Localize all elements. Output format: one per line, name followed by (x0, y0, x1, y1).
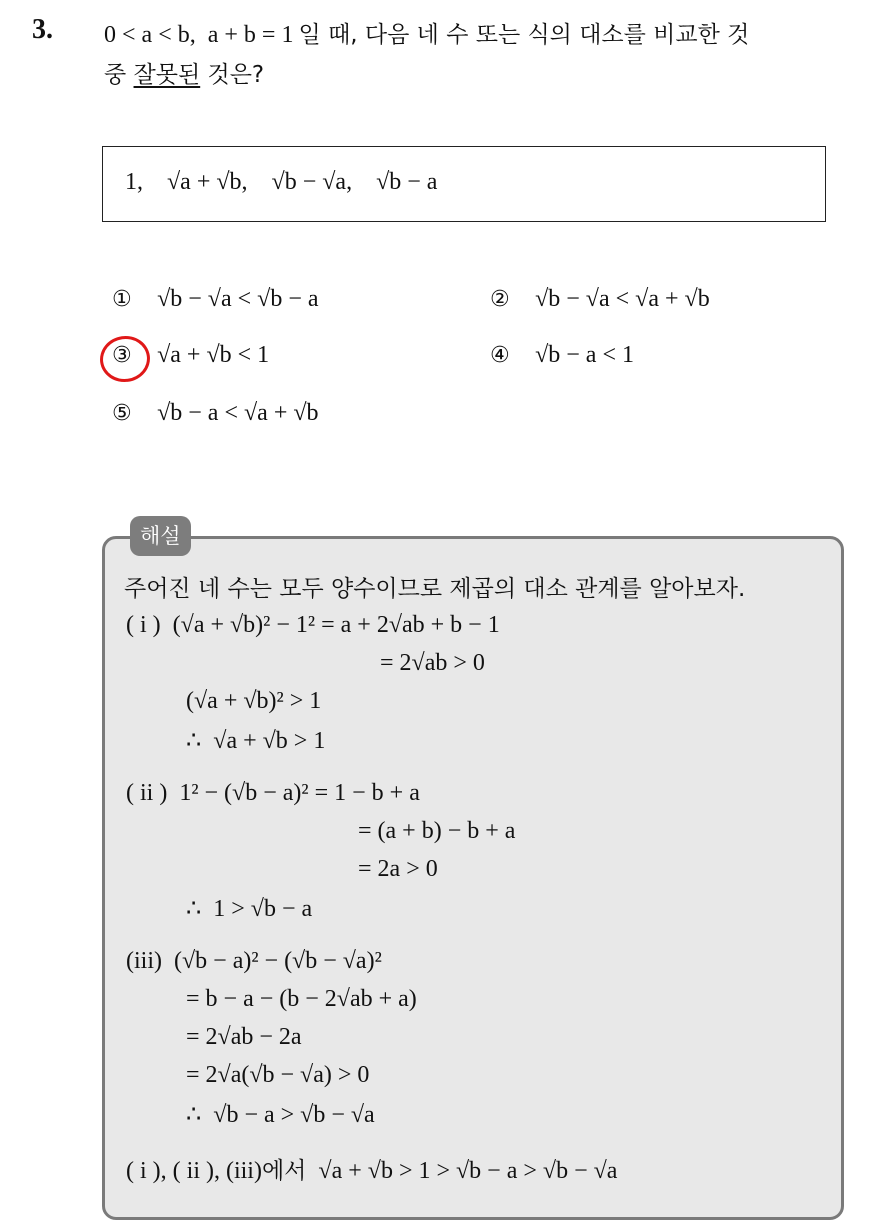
choice-5[interactable] (112, 400, 319, 427)
given-values: 1, √a + √b, √b − √a, √b − a (125, 169, 438, 195)
conclusion-math: √a + √b > 1 > √b − a > √b − √a (306, 1158, 618, 1184)
choice-number: ④ (490, 343, 510, 368)
choice-expression: √a + √b < 1 (157, 342, 270, 368)
solution-line: = (a + b) − b + a (358, 818, 516, 844)
given-values-box (102, 146, 826, 222)
question-text-1: 일 때, 다음 네 수 또는 식의 대소를 비교한 것 (298, 22, 750, 48)
solution-line: = 2√ab > 0 (380, 650, 485, 676)
solution-line: = b − a − (b − 2√ab + a) (186, 986, 417, 1012)
question-condition: 0 < a < b, a + b = 1 (104, 22, 294, 48)
choice-expression: √b − √a < √a + √b (535, 286, 710, 312)
answer-mark-circle (97, 333, 153, 386)
conclusion-word: 에서 (261, 1158, 307, 1184)
choice-expression: √b − √a < √b − a (157, 286, 319, 312)
choice-1[interactable] (112, 286, 319, 313)
solution-line: (√a + √b)² > 1 (186, 688, 322, 714)
choice-expression: √b − a < 1 (535, 342, 634, 368)
choice-number: ③ (112, 343, 132, 368)
choice-number: ① (112, 287, 132, 312)
question-text-2-pre: 중 (104, 62, 134, 88)
question-text-2-post: 것은? (200, 62, 265, 88)
solution-line: (iii) (√b − a)² − (√b − √a)² (126, 948, 382, 974)
choice-number: ⑤ (112, 401, 132, 426)
solution-tag: 해설 (130, 516, 191, 556)
question-line-2 (104, 56, 264, 89)
solution-conclusion (126, 1152, 617, 1185)
solution-line: = 2√ab − 2a (186, 1024, 302, 1050)
solution-line: ( i ) (√a + √b)² − 1² = a + 2√ab + b − 1 (126, 612, 500, 638)
choice-expression: √b − a < √a + √b (157, 400, 319, 426)
solution-intro: 주어진 네 수는 모두 양수이므로 제곱의 대소 관계를 알아보자. (124, 576, 746, 602)
solution-line: = 2√a(√b − √a) > 0 (186, 1062, 370, 1088)
solution-line: ∴ √a + √b > 1 (186, 728, 326, 754)
choice-4[interactable] (490, 342, 634, 369)
solution-line: ( ii ) 1² − (√b − a)² = 1 − b + a (126, 780, 420, 806)
choice-2[interactable] (490, 286, 710, 313)
conclusion-refs: ( i ), ( ii ), (iii) (126, 1158, 262, 1184)
question-emphasis: 잘못된 (133, 62, 201, 88)
solution-line: ∴ 1 > √b − a (186, 896, 313, 922)
solution-line: ∴ √b − a > √b − √a (186, 1102, 375, 1128)
question-number: 3. (32, 14, 53, 45)
question-line-1 (104, 16, 749, 49)
choice-number: ② (490, 287, 510, 312)
solution-line: = 2a > 0 (358, 856, 438, 882)
